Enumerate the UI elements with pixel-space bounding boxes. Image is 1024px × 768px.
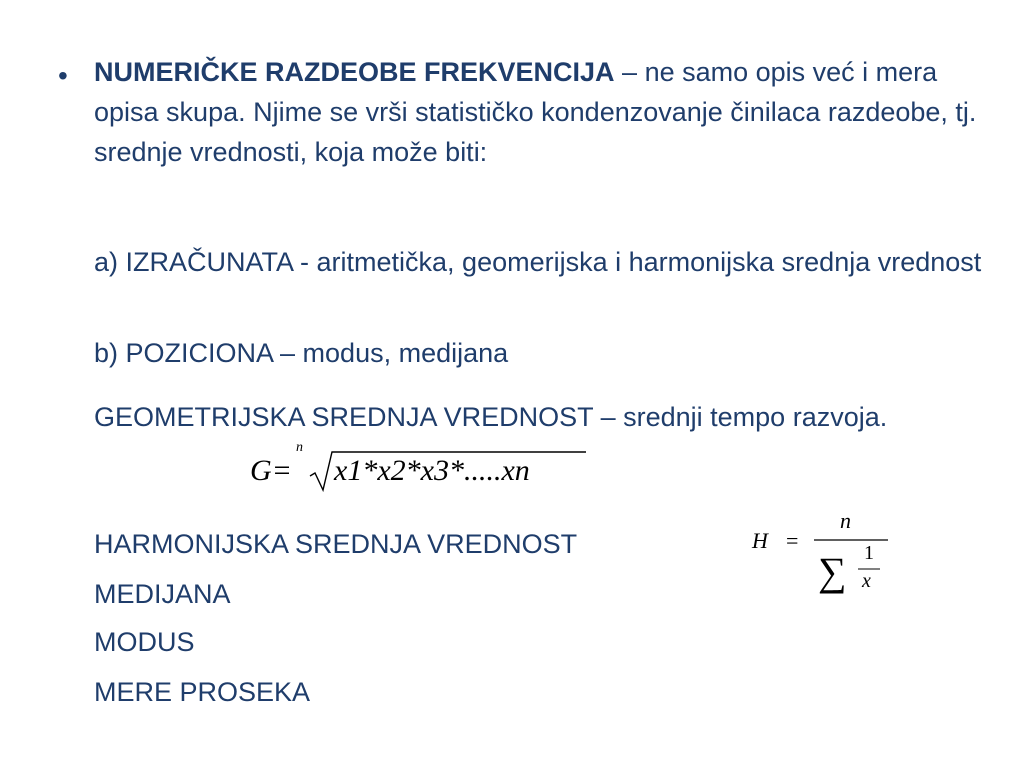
formula-g-root-index: n	[296, 440, 303, 455]
item-harmonic: HARMONIJSKA SREDNJA VREDNOST	[94, 529, 578, 559]
intro-text: – ne samo opis već i mera opisa skupa. Njime se vrši statističko kondenzovanje činilaca razdeobe, tj. srednje vrednosti, koja može biti:	[94, 57, 977, 167]
formula-g-radicand: x1*x2*x3*.....xn	[334, 454, 530, 487]
item-computed: a) IZRAČUNATA - aritmetička, geomerijska i harmonijska srednja vrednost	[94, 247, 982, 277]
formula-h-lhs: H	[752, 528, 768, 553]
intro-paragraph	[94, 52, 994, 172]
item-median: MEDIJANA	[94, 579, 231, 609]
formula-h-numerator: n	[840, 508, 851, 533]
geometric-mean-formula	[248, 440, 588, 496]
item-averages: MERE PROSEKA	[94, 677, 311, 707]
formula-g-lhs: G=	[250, 454, 292, 487]
formula-h-equals: =	[786, 528, 799, 553]
fraction-bar	[814, 538, 890, 542]
harmonic-mean-formula	[748, 508, 898, 608]
bullet-point: •	[58, 60, 68, 91]
item-mode: MODUS	[94, 627, 195, 657]
item-positional: b) POZICIONA – modus, medijana	[94, 338, 509, 368]
intro-heading: NUMERIČKE RAZDEOBE FREKVENCIJA	[94, 57, 615, 87]
sum-symbol: ∑	[818, 549, 847, 594]
item-geometric: GEOMETRIJSKA SREDNJA VREDNOST – srednji tempo razvoja.	[94, 402, 888, 432]
formula-h-inner-denominator: x	[862, 570, 871, 592]
formula-h-inner-numerator: 1	[864, 542, 874, 564]
